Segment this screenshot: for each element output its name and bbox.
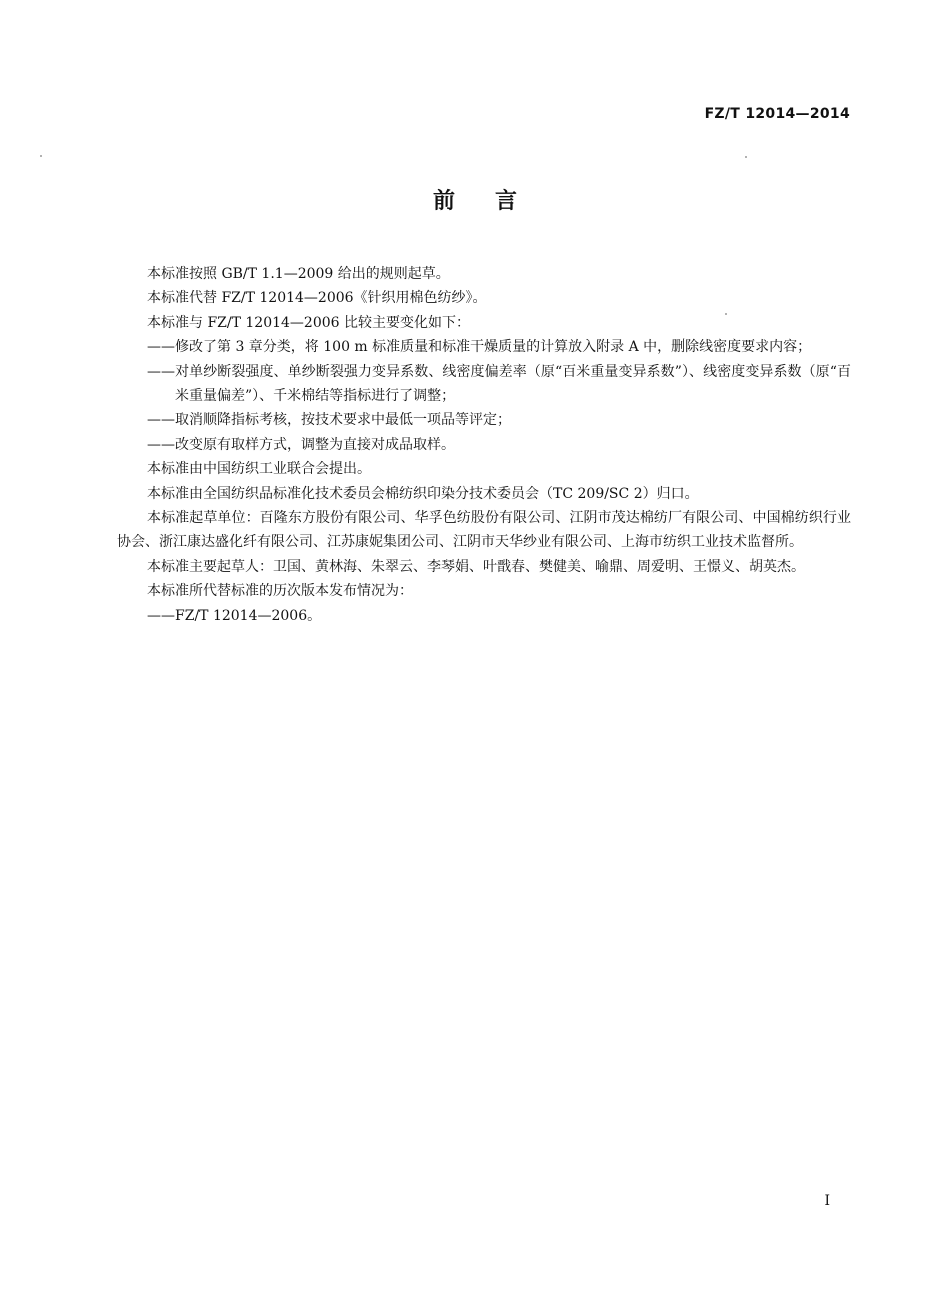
standard-code: FZ/T 12014—2014 — [704, 106, 850, 122]
change-item-indicators: ——对单纱断裂强度、单纱断裂强力变异系数、线密度偏差率（原“百米重量变异系数”）、线密度变异系数（原“百米重量偏差”）、千米棉结等指标进行了调整； — [147, 363, 851, 405]
history-item-2006: ——FZ/T 12014—2006。 — [147, 607, 322, 624]
paragraph-drafting-rules: 本标准按照 GB/T 1.1—2009 给出的规则起草。 — [147, 266, 450, 282]
change-item-grading: ——取消顺降指标考核，按技术要求中最低一项品等评定； — [147, 412, 511, 429]
paragraph-main-changes: 本标准与 FZ/T 12014—2006 比较主要变化如下： — [147, 314, 471, 331]
paragraph-drafters: 本标准主要起草人：卫国、黄林海、朱翠云、李琴娟、叶戬春、樊健美、喻鼎、周爱明、王憬义、胡英杰。 — [147, 558, 805, 575]
page-title: 前言 — [432, 189, 557, 214]
preface-body — [117, 262, 851, 628]
page-number: I — [824, 1193, 830, 1209]
change-item-sampling: ——改变原有取样方式，调整为直接对成品取样。 — [147, 436, 455, 453]
scan-speck — [745, 156, 747, 158]
scan-speck — [725, 313, 727, 315]
scan-speck — [40, 155, 42, 157]
paragraph-proposed-by: 本标准由中国纺织工业联合会提出。 — [147, 461, 371, 478]
paragraph-drafting-units: 本标准起草单位：百隆东方股份有限公司、华孚色纺股份有限公司、江阴市茂达棉纺厂有限公司、中国棉纺织行业协会、浙江康达盛化纤有限公司、江苏康妮集团公司、江阴市天华纱业有限公司、上海市纺织工业技术监督所。 — [117, 510, 851, 551]
change-item-classification: ——修改了第 3 章分类，将 100 m 标准质量和标准干燥质量的计算放入附录 A 中，删除线密度要求内容； — [147, 339, 812, 356]
paragraph-centralized-by: 本标准由全国纺织品标准化技术委员会棉纺织印染分技术委员会（TC 209/SC 2）归口。 — [147, 485, 699, 502]
paragraph-history: 本标准所代替标准的历次版本发布情况为： — [147, 583, 413, 600]
paragraph-replaces: 本标准代替 FZ/T 12014—2006《针织用棉色纺纱》。 — [147, 290, 487, 307]
